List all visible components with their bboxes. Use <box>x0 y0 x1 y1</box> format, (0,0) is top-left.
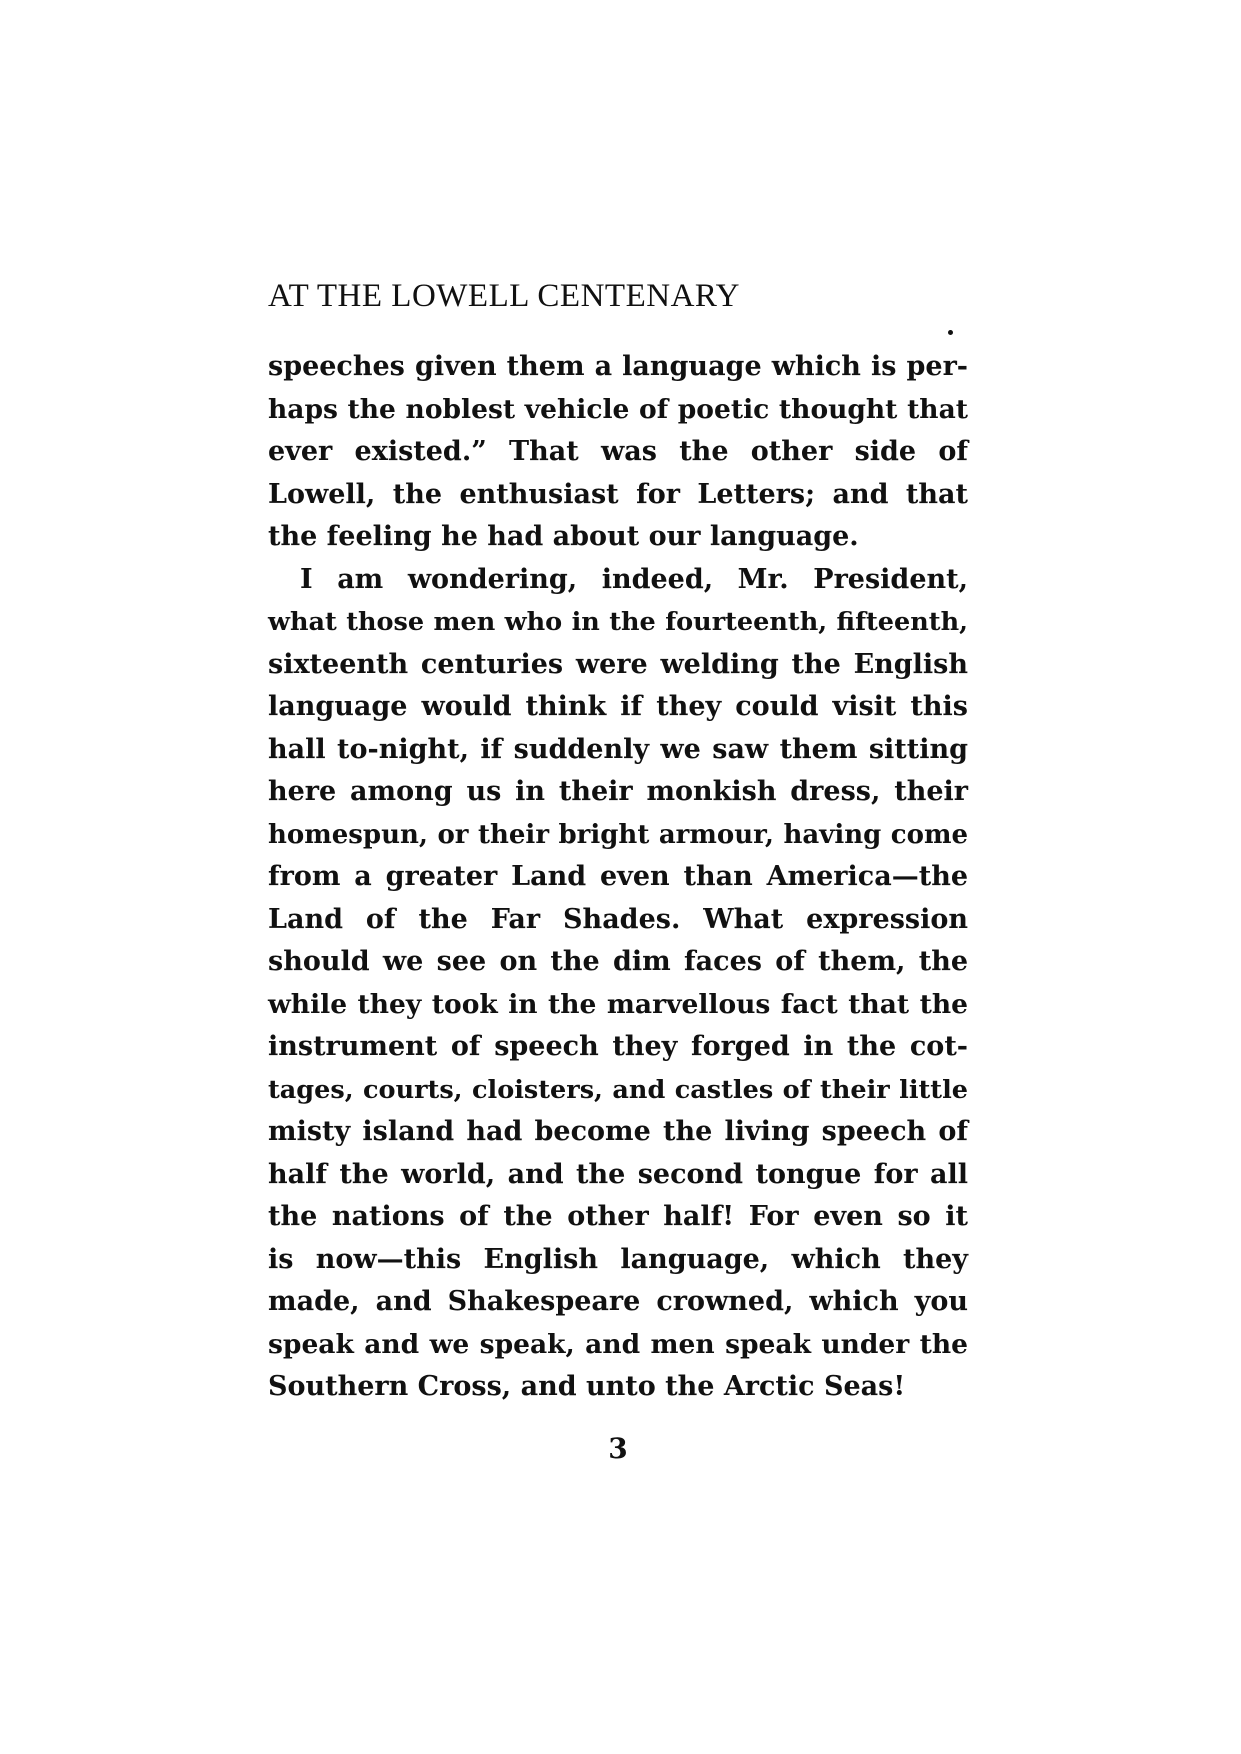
text-line: homespun, or their bright armour, having come <box>268 819 968 850</box>
page-body <box>268 346 968 1409</box>
text-line: what those men who in the fourteenth, fifteenth, <box>268 607 968 637</box>
running-head: AT THE LOWELL CENTENARY <box>268 278 740 314</box>
text-line: misty island had become the living speech of <box>268 1116 968 1147</box>
text-line: tages, courts, cloisters, and castles of their little <box>268 1074 968 1105</box>
text-line: Land of the Far Shades. What expression <box>268 903 968 935</box>
text-line: Lowell, the enthusiast for Letters; and that <box>268 478 968 510</box>
text-line: instrument of speech they forged in the cot- <box>268 1031 968 1062</box>
text-line: ever existed.” That was the other side of <box>268 436 968 467</box>
stray-dot-mark <box>948 330 953 335</box>
text-line: made, and Shakespeare crowned, which you <box>268 1286 968 1317</box>
text-line: while they took in the marvellous fact that the <box>268 988 968 1020</box>
page-number: 3 <box>608 1432 628 1465</box>
text-line: the feeling he had about our language. <box>268 521 859 552</box>
text-line: the nations of the other half! For even so it <box>268 1201 968 1232</box>
text-line: speak and we speak, and men speak under the <box>268 1328 968 1360</box>
text-line: hall to-night, if suddenly we saw them sitting <box>268 733 968 765</box>
text-line: speeches given them a language which is per- <box>268 351 968 382</box>
text-line: here among us in their monkish dress, their <box>268 776 968 807</box>
text-line: haps the noblest vehicle of poetic thought that <box>268 393 968 425</box>
text-line: sixteenth centuries were welding the English <box>268 648 968 680</box>
text-line: is now—this English language, which they <box>268 1243 968 1275</box>
text-line: Southern Cross, and unto the Arctic Seas! <box>268 1371 906 1402</box>
text-line: I am wondering, indeed, Mr. President, <box>300 563 968 595</box>
text-line: half the world, and the second tongue for all <box>268 1158 968 1190</box>
text-line: from a greater Land even than America—the <box>268 861 968 892</box>
text-line: should we see on the dim faces of them, the <box>268 946 968 977</box>
text-line: language would think if they could visit this <box>268 691 968 722</box>
